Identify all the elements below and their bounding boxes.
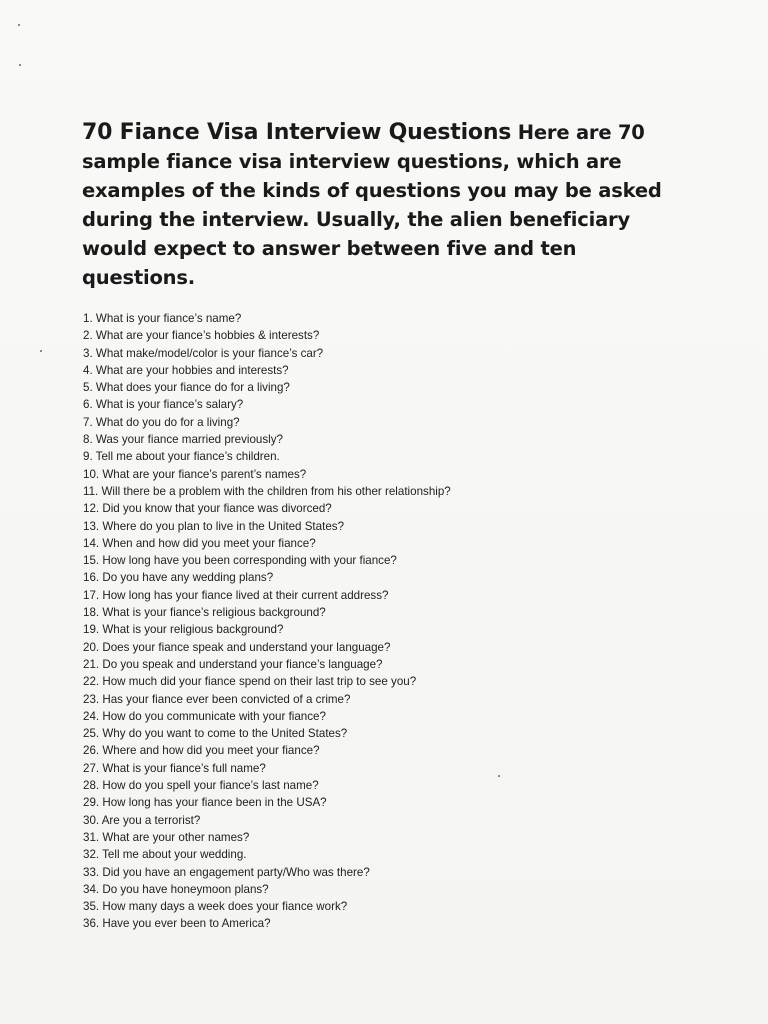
question-item: 7. What do you do for a living? xyxy=(83,415,240,429)
scan-speck xyxy=(19,64,21,66)
question-item: 35. How many days a week does your fiance work? xyxy=(83,900,348,914)
question-item: 31. What are your other names? xyxy=(83,830,250,844)
question-item: 28. How do you spell your fiance’s last name? xyxy=(83,779,319,793)
question-item: 11. Will there be a problem with the children from his other relationship? xyxy=(83,484,451,498)
question-item: 19. What is your religious background? xyxy=(83,623,284,637)
question-item: 22. How much did your fiance spend on their last trip to see you? xyxy=(83,675,417,689)
question-item: 25. Why do you want to come to the United States? xyxy=(83,727,348,741)
scan-speck xyxy=(40,350,42,352)
question-item: 5. What does your fiance do for a living? xyxy=(83,381,290,395)
question-item: 16. Do you have any wedding plans? xyxy=(83,571,274,585)
question-item: 23. Has your fiance ever been convicted of a crime? xyxy=(83,692,351,706)
question-item: 6. What is your fiance’s salary? xyxy=(83,398,244,412)
question-item: 36. Have you ever been to America? xyxy=(83,917,271,931)
scan-speck xyxy=(18,24,20,26)
question-item: 24. How do you communicate with your fiance? xyxy=(83,709,326,723)
question-item: 17. How long has your fiance lived at their current address? xyxy=(83,588,389,602)
question-item: 20. Does your fiance speak and understand your language? xyxy=(83,640,391,654)
question-item: 8. Was your fiance married previously? xyxy=(83,433,283,447)
question-item: 15. How long have you been corresponding with your fiance? xyxy=(83,554,397,568)
question-item: 34. Do you have honeymoon plans? xyxy=(83,882,269,896)
document-intro: Here are 70 sample fiance visa interview questions, which are examples of the kinds of questions you may be asked during the interview. Usually, the alien beneficiary would expect to answer between five and ten questions. xyxy=(82,121,662,289)
question-item: 12. Did you know that your fiance was divorced? xyxy=(83,502,332,516)
question-item: 14. When and how did you meet your fiance? xyxy=(83,536,316,550)
question-item: 4. What are your hobbies and interests? xyxy=(83,363,289,377)
question-item: 13. Where do you plan to live in the United States? xyxy=(83,519,345,533)
question-item: 9. Tell me about your fiance’s children. xyxy=(83,450,280,464)
question-item: 26. Where and how did you meet your fiance? xyxy=(83,744,320,758)
question-item: 3. What make/model/color is your fiance’s car? xyxy=(83,346,324,360)
question-item: 2. What are your fiance’s hobbies & interests? xyxy=(83,329,320,343)
question-item: 1. What is your fiance’s name? xyxy=(83,312,242,325)
question-item: 32. Tell me about your wedding. xyxy=(83,848,247,862)
question-item: 10. What are your fiance’s parent’s names? xyxy=(83,467,307,481)
question-item: 33. Did you have an engagement party/Who was there? xyxy=(83,865,370,879)
document-title: 70 Fiance Visa Interview Questions xyxy=(82,120,512,145)
question-item: 30. Are you a terrorist? xyxy=(83,813,201,827)
question-item: 27. What is your fiance’s full name? xyxy=(83,761,266,775)
question-item: 18. What is your fiance’s religious background? xyxy=(83,606,326,620)
question-item: 29. How long has your fiance been in the USA? xyxy=(83,796,327,810)
question-list xyxy=(83,310,643,933)
question-item: 21. Do you speak and understand your fiance’s language? xyxy=(83,657,383,671)
document-heading xyxy=(82,118,692,292)
